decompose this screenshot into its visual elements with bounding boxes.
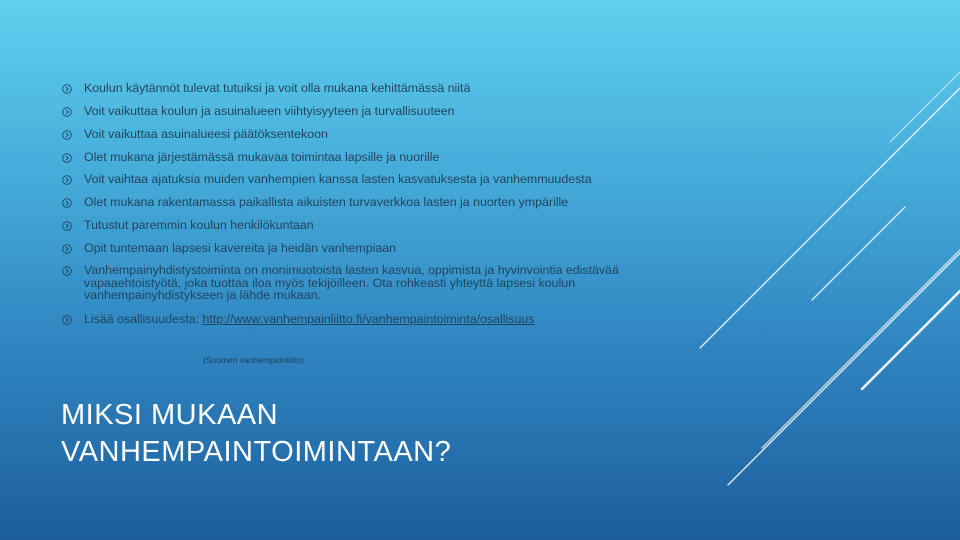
osallisuus-link[interactable]: http://www.vanhempainliitto.fi/vanhempaintoiminta/osallisuus	[202, 312, 535, 326]
bullet-text: Voit vaihtaa ajatuksia muiden vanhempien kanssa lasten kasvatuksesta ja vanhemmuudesta	[84, 172, 592, 186]
chevron-right-circle-icon	[62, 221, 72, 231]
bullet-text: Vanhempainyhdistystoiminta on monimuotoista lasten kasvua, oppimista ja hyvinvointia edistävää vapaaehtoistyötä, joka tuottaa iloa myös tekijöilleen. Ota rohkeasti yhteyttä lapsesi koulun vanhempainyhdistykseen ja lähde mukaan.	[84, 263, 619, 302]
title-line-2: VANHEMPAINTOIMINTAAN?	[61, 436, 452, 468]
chevron-right-circle-icon	[62, 153, 72, 163]
chevron-right-circle-icon	[62, 175, 72, 185]
chevron-right-circle-icon	[62, 266, 72, 276]
bullet-text: Voit vaikuttaa koulun ja asuinalueen viihtyisyyteen ja turvallisuuteen	[84, 104, 455, 118]
chevron-right-circle-icon	[62, 84, 72, 94]
chevron-right-circle-icon	[62, 130, 72, 140]
bullet-text: Olet mukana järjestämässä mukavaa toimintaa lapsille ja nuorille	[84, 150, 440, 164]
link-prefix: Lisää osallisuudesta:	[84, 312, 203, 326]
bullet-text	[84, 313, 699, 326]
source-caption: (Suomen vanhempainliitto)	[203, 355, 305, 365]
chevron-right-circle-icon	[62, 107, 72, 117]
bullet-text: Opit tuntemaan lapsesi kavereita ja heidän vanhempiaan	[84, 241, 397, 255]
bullet-text: Voit vaikuttaa asuinalueesi päätöksentekoon	[84, 127, 328, 141]
bullet-text: Koulun käytännöt tulevat tutuiksi ja voit olla mukana kehittämässä niitä	[84, 81, 471, 95]
chevron-right-circle-icon	[62, 244, 72, 254]
title-line-1: MIKSI MUKAAN	[61, 399, 279, 431]
chevron-right-circle-icon	[62, 198, 72, 208]
page-title	[61, 397, 451, 471]
chevron-right-circle-icon	[62, 315, 72, 325]
bullet-text: Tutustut paremmin koulun henkilökuntaan	[84, 218, 314, 232]
bullet-text: Olet mukana rakentamassa paikallista aikuisten turvaverkkoa lasten ja nuorten ympärille	[84, 195, 569, 209]
